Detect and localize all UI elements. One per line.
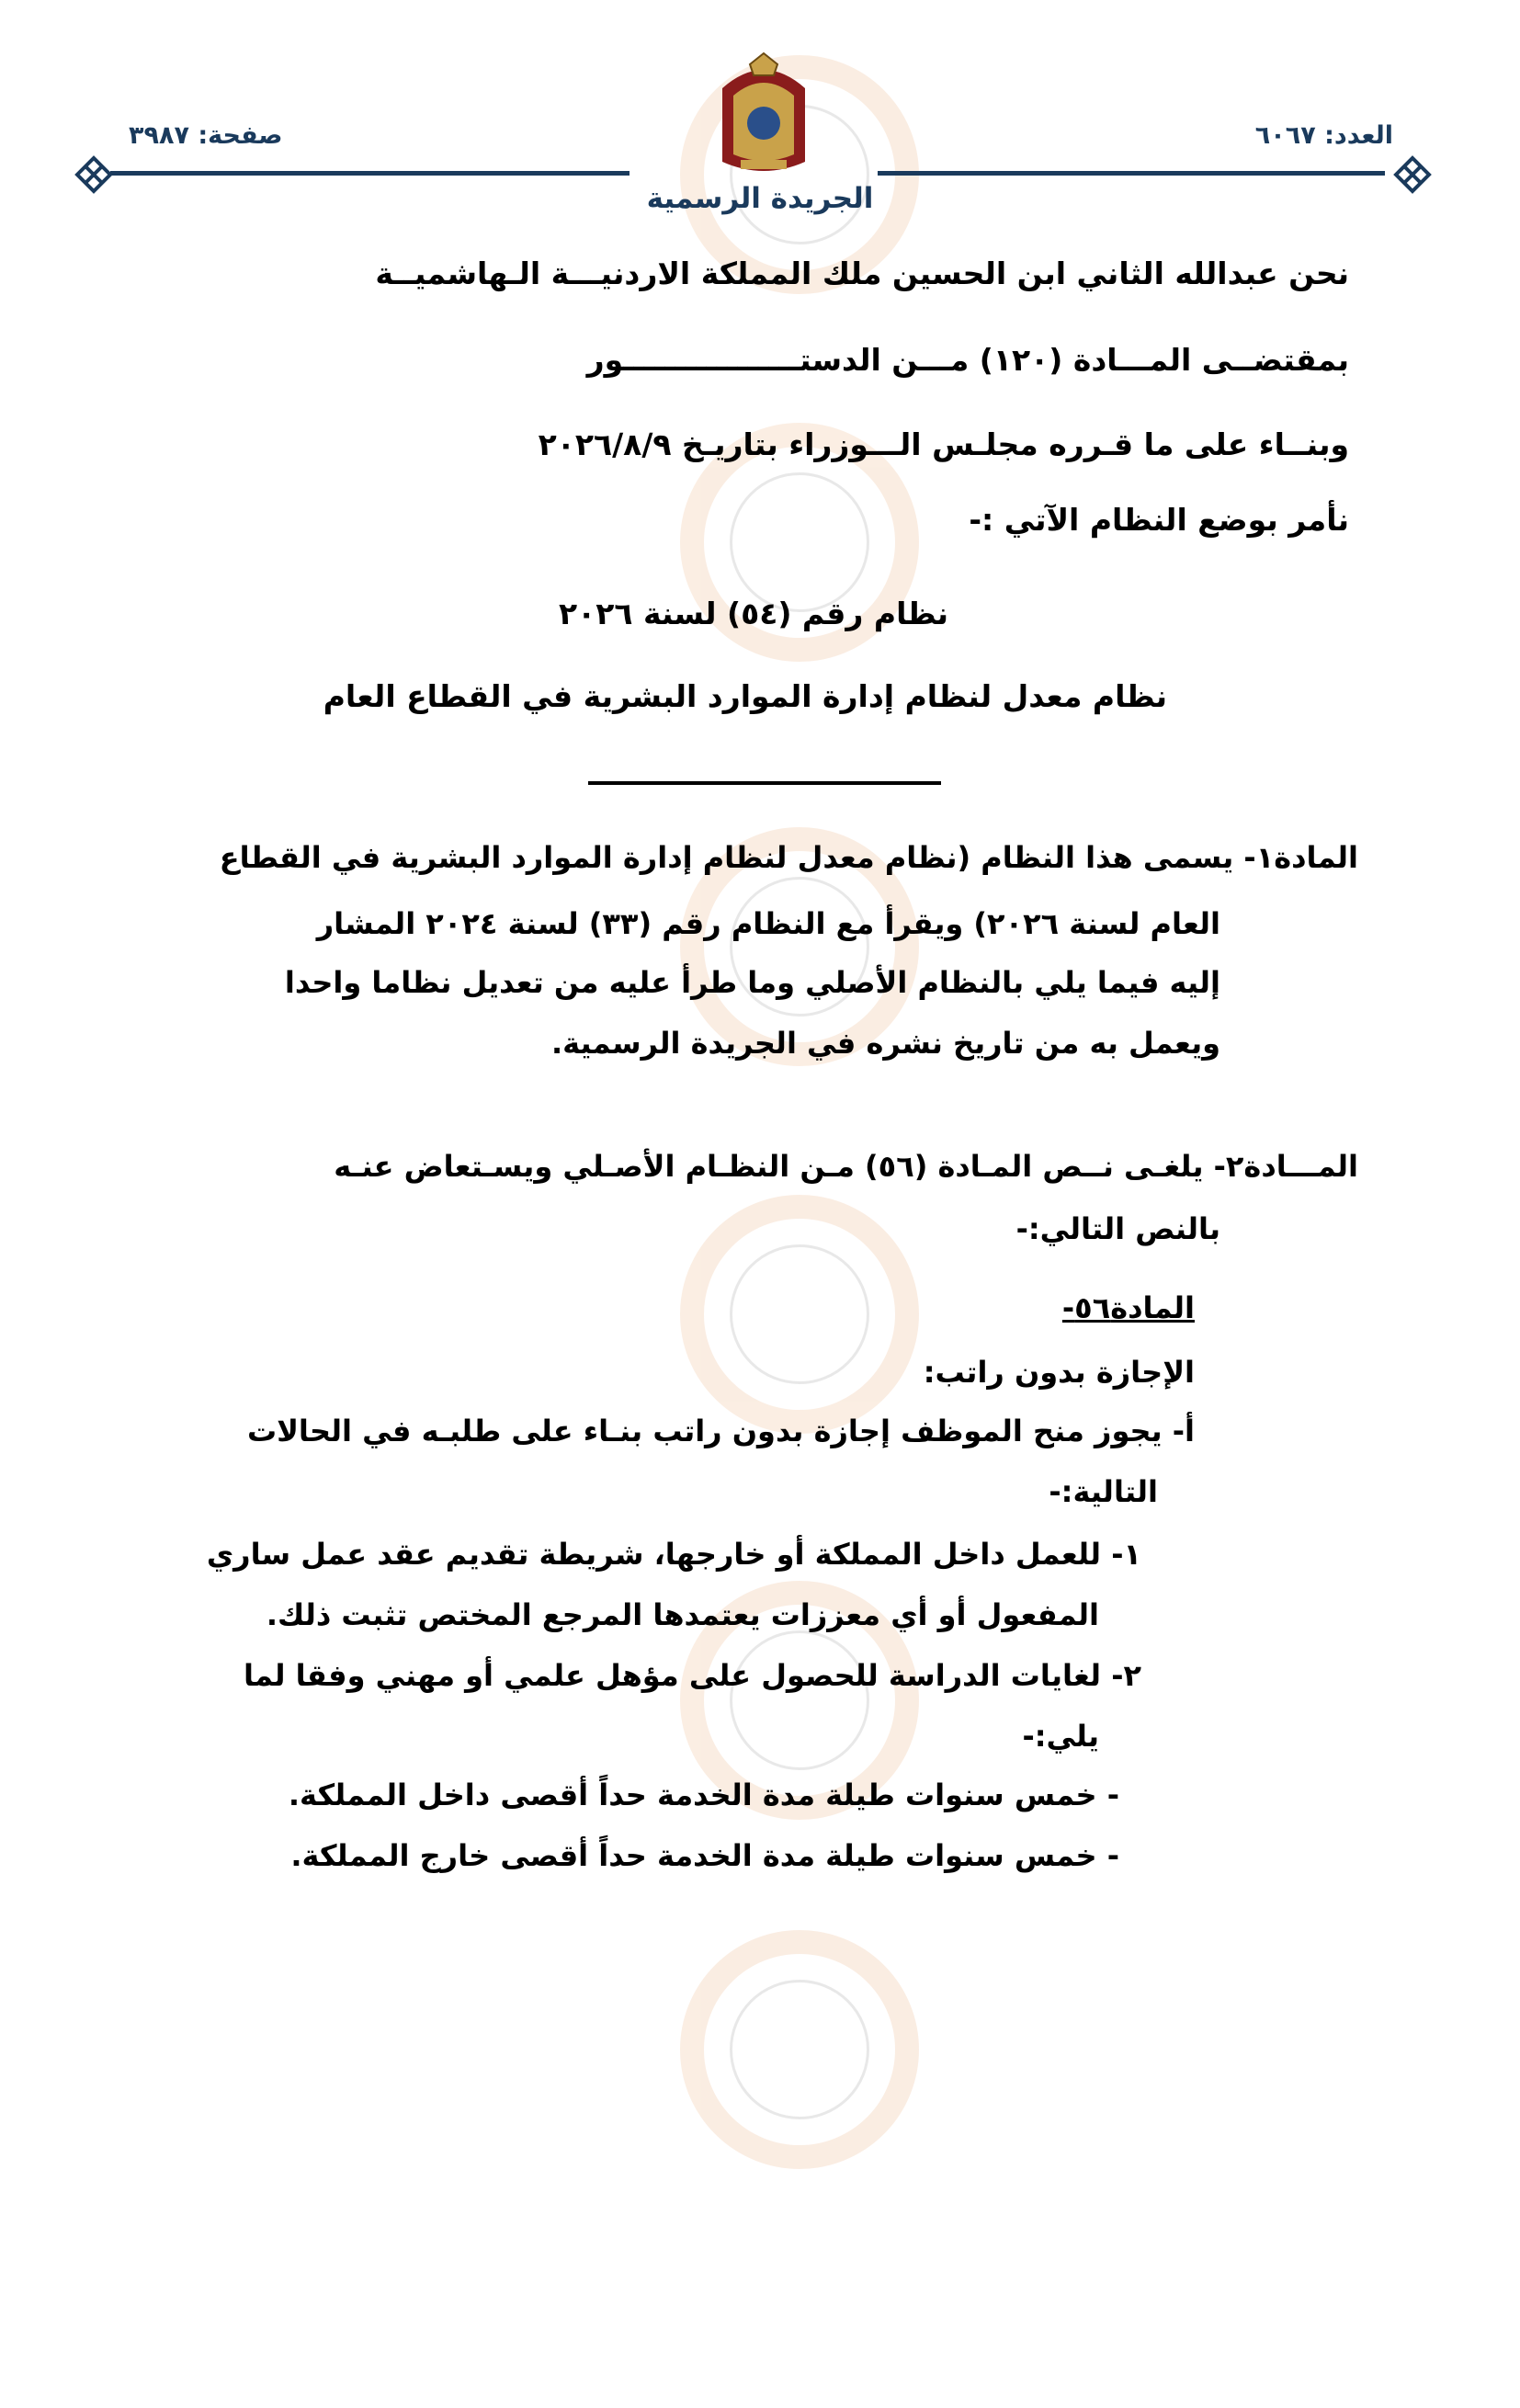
bullet-line: - خمس سنوات طيلة مدة الخدمة حداً أقصى داخل المملكة. (288, 1778, 1119, 1812)
article1-line: ويعمل به من تاريخ نشره في الجريدة الرسمية. (550, 1026, 1220, 1061)
article56-heading: المادة٥٦- (1061, 1290, 1195, 1325)
article1-line: المادة١- يسمى هذا النظام (نظام معدل لنظام إدارة الموارد البشرية في القطاع (219, 840, 1358, 875)
clause-a-line: التالية:- (1049, 1474, 1158, 1509)
regulation-title: نظام رقم (٥٤) لسنة ٢٠٢٦ (558, 596, 949, 631)
ornament-knot-icon (1392, 154, 1433, 195)
title-divider (588, 781, 941, 785)
header-rule (110, 171, 630, 176)
watermark-logo (432, 386, 1094, 901)
item-1-line: المفعول أو أي معززات يعتمدها المرجع المختص تثبت ذلك. (266, 1597, 1099, 1632)
bullet-line: - خمس سنوات طيلة مدة الخدمة حداً أقصى خارج المملكة. (290, 1838, 1119, 1873)
gazette-title: الجريدة الرسمية (646, 182, 874, 215)
preamble-line: بمقتضــى المـــادة (١٢٠) مـــن الدستـــــــــــــــــور (586, 342, 1349, 378)
item-2-line: ٢- لغايات الدراسة للحصول على مؤهل علمي أو مهني وفقا لما (243, 1658, 1141, 1693)
preamble-line: وبنــاء على ما قـرره مجلـس الـــوزراء بتاريـخ ٢٠٢٦/٨/٩ (538, 426, 1349, 462)
preamble-line: نحن عبدالله الثاني ابن الحسين ملك المملكة الاردنيـــة الـهاشميــة (375, 256, 1349, 291)
ornament-knot-icon (74, 154, 114, 195)
leave-without-pay-heading: الإجازة بدون راتب: (923, 1355, 1195, 1390)
item-2-line: يلي:- (1022, 1719, 1099, 1754)
article1-line: العام لسنة ٢٠٢٦) ويقرأ مع النظام رقم (٣٣) لسنة ٢٠٢٤ المشار (316, 906, 1220, 941)
watermark-logo (432, 1893, 1094, 2408)
article2-line: بالنص التالي:- (1015, 1211, 1220, 1246)
issue-number: العدد: ٦٠٦٧ (1254, 121, 1393, 150)
article2-line: المـــادة٢- يلغـى نــص المـادة (٥٦) مـن النظـام الأصـلي ويسـتعاض عنـه (334, 1149, 1358, 1184)
regulation-subtitle: نظام معدل لنظام إدارة الموارد البشرية في القطاع العام (323, 678, 1167, 714)
article1-line: إليه فيما يلي بالنظام الأصلي وما طرأ عليه من تعديل نظاما واحدا (284, 965, 1220, 1000)
item-1-line: ١- للعمل داخل المملكة أو خارجها، شريطة تقديم عقد عمل ساري (206, 1537, 1141, 1572)
clause-a-line: أ- يجوز منح الموظف إجازة بدون راتب بنـاء على طلبـه في الحالات (246, 1414, 1195, 1448)
preamble-line: نأمر بوضع النظام الآتي :- (969, 502, 1349, 538)
page-number: صفحة: ٣٩٨٧ (129, 121, 283, 150)
header-rule (878, 171, 1385, 176)
coat-of-arms-icon (713, 51, 814, 176)
